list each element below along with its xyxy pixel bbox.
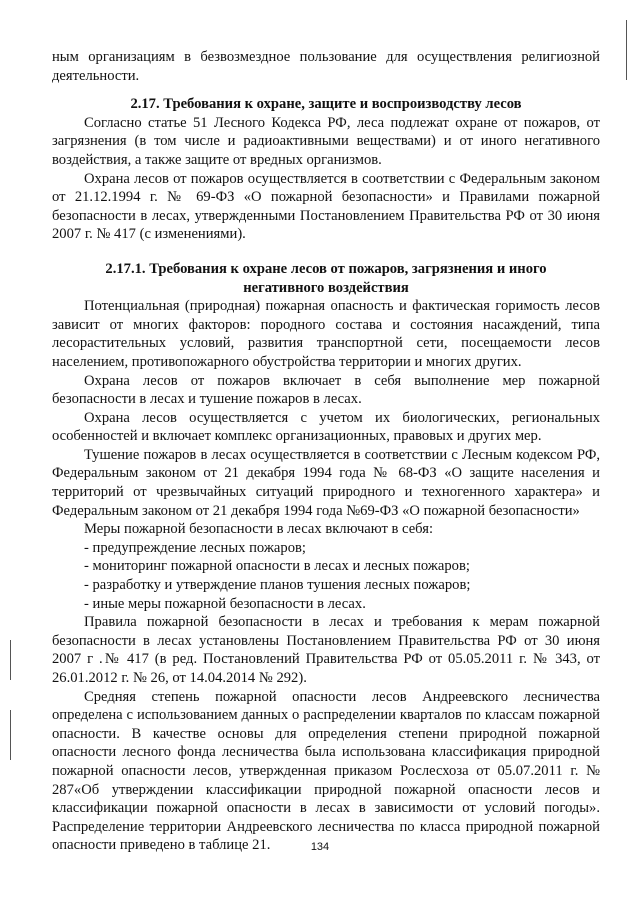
page-number: 134 — [310, 841, 330, 853]
scan-edge-mark — [10, 710, 11, 760]
paragraph-forest-code: Согласно статье 51 Лесного Кодекса РФ, леса подлежат охране от пожаров, от загрязнения (в том числе и радиоактивными веществами) и от иного негативного воздействия, а также защите от вредных организмов. — [52, 114, 600, 168]
paragraph-fire-rules: Правила пожарной безопасности в лесах и требования к мерам пожарной безопасности в лесах установлены Постановлением Правительства РФ от 30 июня 2007 г .№ 417 (в ред. Постановлений Правительства РФ от 05.05.2011 г. № 343, от 26.01.2012 г. № 26, от 14.04.2014 № 292). — [52, 614, 600, 686]
paragraph-fire-protection-includes: Охрана лесов от пожаров включает в себя выполнение мер пожарной безопасности в лесах и тушение пожаров в лесах. — [52, 372, 600, 408]
paragraph-fire-protection-law: Охрана лесов от пожаров осуществляется в соответствии с Федеральным законом от 21.12.1994 г. № 69-ФЗ «О пожарной безопасности» и Правилами пожарной безопасности в лесах, утвержденными Постановлением Правительства РФ от 30 июня 2007 г. № 417 (с изменениями). — [52, 170, 600, 243]
scan-edge-mark — [10, 640, 11, 680]
continuation-paragraph: ным организациям в безвозмездное пользование для осуществления религиозной деятельности. — [52, 49, 600, 84]
paragraph-protection-measures: Охрана лесов осуществляется с учетом их биологических, региональных особенностей и включает комплекс организационных, правовых и других мер. — [52, 409, 600, 445]
list-item: - предупреждение лесных пожаров; — [84, 539, 306, 556]
document-page — [52, 48, 600, 855]
heading-line-2: негативного воздействия — [243, 279, 409, 296]
paragraph-fire-danger-factors: Потенциальная (природная) пожарная опасность и фактическая горимость лесов зависит от многих факторов: породного состава и состояния насаждений, типа лесорастительных условий, развития транспортной сети, посещаемости лесов населением, противопожарного обустройства территории и многих других. — [52, 298, 600, 370]
section-heading-2-17: 2.17. Требования к охране, защите и воспроизводству лесов — [130, 96, 522, 113]
heading-line-1: 2.17.1. Требования к охране лесов от пожаров, загрязнения и иного — [105, 260, 547, 277]
scan-edge-mark — [626, 20, 627, 80]
paragraph-measures-intro: Меры пожарной безопасности в лесах включают в себя: — [84, 521, 433, 538]
paragraph-fire-danger-classes: Средняя степень пожарной опасности лесов Андреевского лесничества определена с использованием данных о распределении кварталов по классам пожарной опасности. В качестве основы для определения степени природной пожарной опасности лесного фонда лесничества была использована классификация природной пожарной опасности лесов, утвержденная приказом Рослесхоза от 05.07.2011 г. № 287«Об утверждении классификации природной пожарной опасности лесов и классификации пожарной опасности в лесах в зависимости от условий погоды». Распределение территории Андреевского лесничества по класса природной пожарной опасности приведено в таблице 21. — [52, 688, 600, 854]
list-item: - разработку и утверждение планов тушения лесных пожаров; — [84, 577, 471, 594]
paragraph-firefighting-laws: Тушение пожаров в лесах осуществляется в соответствии с Лесным кодексом РФ, Федеральным законом от 21 декабря 1994 года № 68-ФЗ «О защите населения и территорий от чрезвычайных ситуаций природного и техногенного характера» и Федеральным законом от 21 декабря 1994 года №69-ФЗ «О пожарной безопасности» — [52, 446, 600, 519]
list-item: - мониторинг пожарной опасности в лесах и лесных пожаров; — [84, 558, 470, 575]
measures-list — [52, 539, 600, 613]
section-heading-2-17-1 — [52, 260, 600, 297]
list-item: - иные меры пожарной безопасности в лесах. — [84, 595, 366, 612]
